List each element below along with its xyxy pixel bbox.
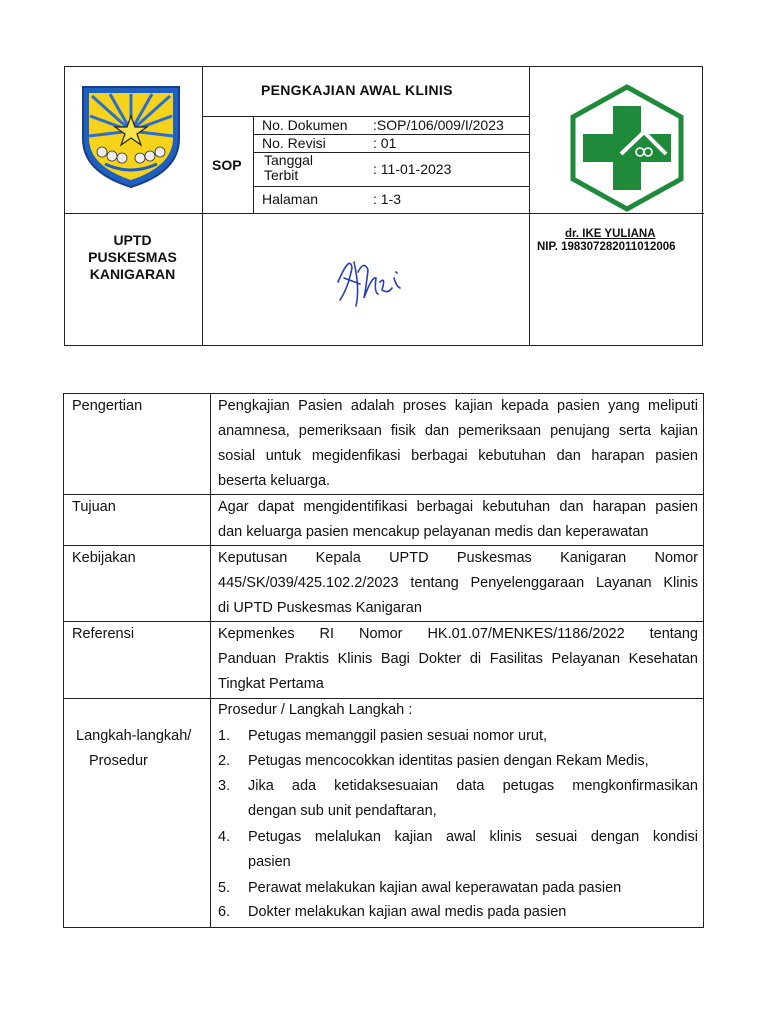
meta-label-tanggal: Tanggal: [264, 152, 314, 168]
row-label-kebijakan: Kebijakan: [72, 550, 136, 566]
referensi-line-3: Tingkat Pertama: [218, 676, 324, 692]
prosedur-intro: Prosedur / Langkah Langkah :: [218, 702, 413, 718]
row-label-prosedur: Prosedur: [89, 753, 148, 769]
step-text: Petugas mencocokkan identitas pasien dengan Rekam Medis,: [248, 753, 649, 769]
meta-value-no-revisi: : 01: [373, 135, 397, 151]
step-text-line-2: dengan sub unit pendaftaran,: [248, 803, 437, 819]
org-name-line1: UPTD: [113, 232, 152, 248]
tujuan-line-2: dan keluarga pasien mencakup pelayanan medis dan keperawatan: [218, 524, 649, 540]
signer-nip: NIP. 198307282011012006: [537, 241, 676, 253]
step-number: 1.: [218, 728, 231, 744]
meta-label-no-revisi: No. Revisi: [262, 135, 326, 151]
step-number: 3.: [218, 778, 231, 794]
row-label-referensi: Referensi: [72, 626, 135, 642]
step-text: Dokter melakukan kajian awal medis pada pasien: [248, 904, 567, 920]
step-text-line-1: Jika ada ketidaksesuaian data petugas mengkonfirmasikan: [248, 778, 698, 794]
puskesmas-logo: [566, 84, 688, 212]
referensi-line-2: Panduan Praktis Klinis Bagi Dokter di Fasilitas Pelayanan Kesehatan: [218, 651, 698, 667]
meta-label-terbit: Terbit: [264, 167, 299, 183]
row-label-langkah: Langkah-langkah/: [76, 728, 192, 744]
meta-value-tanggal: : 11-01-2023: [373, 161, 452, 177]
meta-label-no-dokumen: No. Dokumen: [262, 117, 348, 133]
pengertian-line-4: beserta keluarga.: [218, 473, 331, 489]
kebijakan-line-3: di UPTD Puskesmas Kanigaran: [218, 600, 422, 616]
pengertian-line-2: anamnesa, pemeriksaan fisik dan pemeriksaan penujang serta kajian: [218, 423, 698, 439]
document-title: PENGKAJIAN AWAL KLINIS: [261, 82, 453, 98]
row-label-pengertian: Pengertian: [72, 398, 143, 414]
signer-name: dr. IKE YULIANA: [565, 228, 656, 240]
step-number: 5.: [218, 880, 231, 896]
step-text: Petugas memanggil pasien sesuai nomor urut,: [248, 728, 548, 744]
tujuan-line-1: Agar dapat mengidentifikasi berbagai kebutuhan dan harapan pasien: [218, 499, 698, 515]
step-number: 6.: [218, 904, 231, 920]
meta-value-no-dokumen: :SOP/106/009/I/2023: [373, 117, 504, 133]
meta-value-halaman: : 1-3: [373, 191, 402, 207]
meta-label-halaman: Halaman: [262, 191, 319, 207]
row-label-tujuan: Tujuan: [72, 499, 116, 515]
sop-label: SOP: [212, 157, 242, 173]
kebijakan-line-2: 445/SK/039/425.102.2/2023 tentang Penyelenggaraan Layanan Klinis: [218, 575, 698, 591]
kebijakan-line-1: Keputusan Kepala UPTD Puskesmas Kanigaran Nomor: [218, 550, 698, 566]
referensi-line-1: Kepmenkes RI Nomor HK.01.07/MENKES/1186/2022 tentang: [218, 626, 698, 642]
regional-emblem-logo: [80, 84, 182, 189]
org-name-line3: KANIGARAN: [89, 266, 176, 282]
step-text-line-2: pasien: [248, 854, 291, 870]
org-name-line2: PUSKESMAS: [88, 249, 177, 265]
pengertian-line-3: sosial untuk megidenfikasi berbagai kebutuhan dan harapan pasien: [218, 448, 698, 464]
step-number: 4.: [218, 829, 231, 845]
signature: [330, 248, 410, 310]
step-text: Perawat melakukan kajian awal keperawatan pada pasien: [248, 880, 622, 896]
pengertian-line-1: Pengkajian Pasien adalah proses kajian kepada pasien yang meliputi: [218, 398, 698, 414]
step-text-line-1: Petugas melalukan kajian awal klinis sesuai dengan kondisi: [248, 829, 698, 845]
step-number: 2.: [218, 753, 231, 769]
